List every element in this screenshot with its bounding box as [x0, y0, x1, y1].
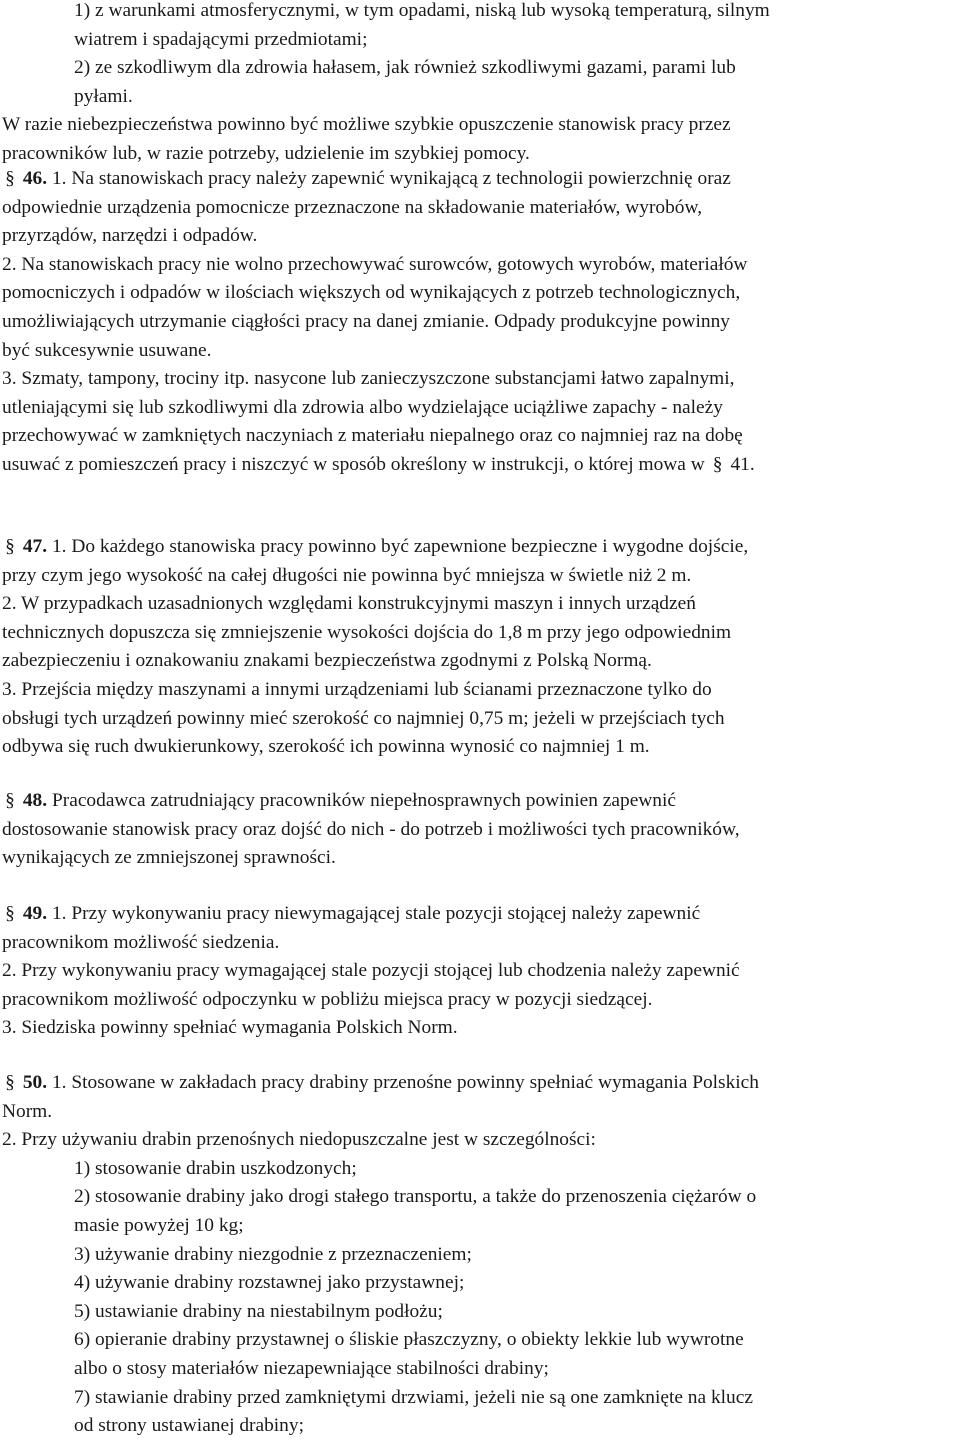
section-number: 50. [22, 1072, 48, 1093]
section-line: 3. Szmaty, tampony, trociny itp. nasycone lub zanieczyszczone substancjami łatwo zapalnymi, [2, 368, 735, 390]
list-item: 1) stosowanie drabin uszkodzonych; [74, 1157, 357, 1179]
intro-line: pracowników lub, w razie potrzeby, udzielenie im szybkiej pomocy. [2, 142, 530, 164]
section-line: przyrządów, narzędzi i odpadów. [2, 225, 258, 247]
section-sign: § [5, 1072, 15, 1093]
section-text: 1. Stosowane w zakładach pracy drabiny przenośne powinny spełniać wymagania Polskich [51, 1072, 759, 1093]
section-48-first-line [2, 787, 952, 816]
intro-line: wiatrem i spadającymi przedmiotami; [74, 28, 368, 50]
section-number: 49. [22, 903, 48, 924]
list-item: 7) stawianie drabiny przed zamkniętymi drzwiami, jeżeli nie są one zamknięte na klucz [74, 1386, 753, 1408]
section-46 [2, 165, 952, 480]
section-line: umożliwiających utrzymanie ciągłości pracy na danej zmianie. Odpady produkcyjne powinny [2, 310, 730, 332]
section-line: zabezpieczeniu i oznakowaniu znakami bezpieczeństwa zgodnymi z Polską Normą. [2, 650, 652, 672]
section-text: Pracodawca zatrudniający pracowników niepełnosprawnych powinien zapewnić [51, 790, 676, 811]
section-49 [2, 900, 952, 1043]
section-line: utleniającymi się lub szkodliwymi dla zdrowia albo wydzielające uciążliwe zapachy - należy [2, 396, 723, 418]
section-47-first-line [2, 533, 952, 562]
intro-line: 2) ze szkodliwym dla zdrowia hałasem, jak również szkodliwymi gazami, parami lub [74, 57, 736, 79]
section-47 [2, 533, 952, 762]
section-line: być sukcesywnie usuwane. [2, 339, 212, 361]
section-line: 2. Przy wykonywaniu pracy wymagającej stale pozycji stojącej lub chodzenia należy zapewnić [2, 960, 740, 982]
section-line: Norm. [2, 1100, 53, 1122]
list-item: 5) ustawianie drabiny na niestabilnym podłożu; [74, 1300, 443, 1322]
intro-line: pyłami. [74, 85, 133, 107]
section-line: pomocniczych i odpadów w ilościach większych od wynikających z potrzeb technologicznych, [2, 282, 741, 304]
section-sign: § [5, 168, 15, 189]
intro-line: W razie niebezpieczeństwa powinno być możliwe szybkie opuszczenie stanowisk pracy przez [2, 114, 731, 136]
section-49-first-line [2, 900, 952, 929]
section-line: technicznych dopuszcza się zmniejszenie wysokości dojścia do 1,8 m przy jego odpowiednim [2, 621, 732, 643]
section-last-line [2, 451, 952, 480]
section-text: 1. Na stanowiskach pracy należy zapewnić wynikającą z technologii powierzchnię oraz [51, 168, 731, 189]
section-50 [2, 1069, 952, 1441]
section-text: usuwać z pomieszczeń pracy i niszczyć w sposób określony w instrukcji, o której mowa w [2, 453, 705, 475]
section-line: obsługi tych urządzeń powinny mieć szerokość co najmniej 0,75 m; jeżeli w przejściach tych [2, 707, 725, 729]
list-item: 2) stosowanie drabiny jako drogi stałego transportu, a także do przenoszenia ciężarów o [74, 1186, 757, 1208]
section-sign: § [5, 536, 15, 557]
intro-line: 1) z warunkami atmosferycznymi, w tym opadami, niską lub wysoką temperaturą, silnym [74, 0, 770, 21]
intro-block [2, 0, 952, 169]
section-line: dostosowanie stanowisk pracy oraz dojść do nich - do potrzeb i możliwości tych pracowników, [2, 818, 740, 840]
list-item: 3) używanie drabiny niezgodnie z przeznaczeniem; [74, 1243, 472, 1265]
section-line: 2. Na stanowiskach pracy nie wolno przechowywać surowców, gotowych wyrobów, materiałów [2, 253, 748, 275]
section-line: 2. W przypadkach uzasadnionych względami konstrukcyjnymi maszyn i innych urządzeń [2, 593, 696, 615]
section-line: 2. Przy używaniu drabin przenośnych niedopuszczalne jest w szczególności: [2, 1129, 596, 1151]
section-text: 1. Do każdego stanowiska pracy powinno być zapewnione bezpieczne i wygodne dojście, [51, 536, 749, 557]
section-line: 3. Przejścia między maszynami a innymi urządzeniami lub ścianami przeznaczone tylko do [2, 678, 712, 700]
section-line: przechowywać w zamkniętych naczyniach z materiału niepalnego oraz co najmniej raz na dobę [2, 425, 743, 447]
section-line: 3. Siedziska powinny spełniać wymagania Polskich Norm. [2, 1017, 458, 1039]
section-ref: 41. [730, 453, 755, 475]
list-item: 6) opieranie drabiny przystawnej o śliskie płaszczyzny, o obiekty lekkie lub wywrotne [74, 1329, 744, 1351]
list-item: masie powyżej 10 kg; [74, 1214, 244, 1236]
section-line: pracownikom możliwość siedzenia. [2, 931, 280, 953]
section-line: odpowiednie urządzenia pomocnicze przeznaczone na składowanie materiałów, wyrobów, [2, 196, 703, 218]
section-line: przy czym jego wysokość na całej długości nie powinna być mniejsza w świetle niż 2 m. [2, 564, 692, 586]
section-line: wynikających ze zmniejszonej sprawności. [2, 847, 336, 869]
section-sign: § [5, 790, 15, 811]
section-number: 48. [22, 790, 48, 811]
list-item: od strony ustawianej drabiny; [74, 1415, 304, 1437]
section-number: 47. [22, 536, 48, 557]
list-item: albo o stosy materiałów niezapewniające stabilności drabiny; [74, 1357, 549, 1379]
section-48 [2, 787, 952, 873]
section-line: odbywa się ruch dwukierunkowy, szerokość ich powinna wynosić co najmniej 1 m. [2, 736, 650, 758]
list-item: 4) używanie drabiny rozstawnej jako przystawnej; [74, 1272, 465, 1294]
section-sign: § [5, 903, 15, 924]
section-50-first-line [2, 1069, 952, 1098]
section-line: pracownikom możliwość odpoczynku w pobliżu miejsca pracy w pozycji siedzącej. [2, 988, 653, 1010]
section-number: 46. [22, 168, 48, 189]
section-text: 1. Przy wykonywaniu pracy niewymagającej stale pozycji stojącej należy zapewnić [51, 903, 701, 924]
section-46-first-line [2, 165, 952, 194]
section-sign: § [712, 453, 723, 475]
